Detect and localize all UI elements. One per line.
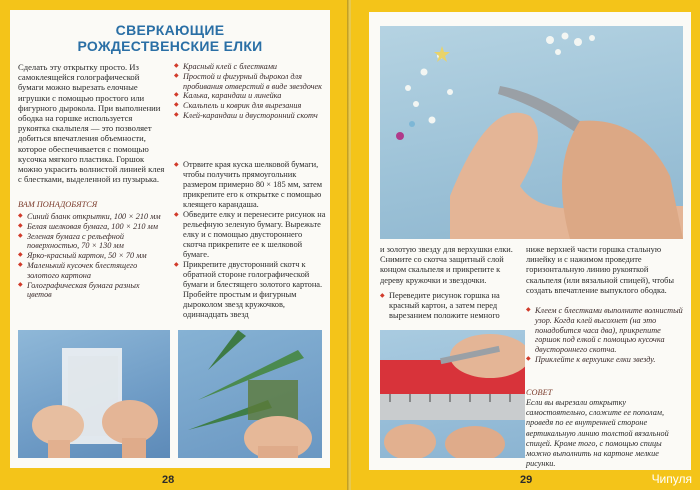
list-item: ◆ Клей-карандаш и двусторонний скотч [174,111,326,121]
title-line-1: СВЕРКАЮЩИЕ [115,22,225,38]
instruction-steps-right-2 [526,306,684,365]
list-item: ◆ Маленький кусочек блестящего золотого картона [18,261,166,281]
right-column-2-text: ниже верхней части горшка стальную линейку и с нажимом проведите горизонтальную линию рукояткой скальпеля (или вязальной спицей), чтобы создать впечатление выпуклого ободка. [526,245,675,295]
list-item: ◆ Ярко-красный картон, 50 × 70 мм [18,251,166,261]
photo-green-tree [178,330,322,458]
list-item: ◆ Белая шелковая бумага, 100 × 210 мм [18,222,166,232]
list-item: ◆ Голографическая бумага разных цветов [18,281,166,301]
step-item: ◆ Приклейте к верхушке елки звезду. [526,355,684,365]
left-page [0,0,349,490]
step-item: ◆ Обведите елку и перенесите рисунок на рельефную зеленую бумагу. Вырежьте елку и с помощью двустороннего скотча прикрепите ее к шелковой бумаге. [174,210,326,260]
photo-tissue-paper [18,330,170,458]
photo-ruler-red-card [380,330,525,458]
instruction-steps [174,160,326,320]
right-page [351,0,700,490]
title-line-2: РОЖДЕСТВЕНСКИЕ ЕЛКИ [77,38,263,54]
watermark: Чипуля [651,472,692,486]
materials-list [18,212,166,300]
advice-heading: СОВЕТ [526,388,553,397]
instruction-steps-right [380,291,516,321]
page-number: 28 [162,474,175,486]
step-item: ◆ Отрвите края куска шелковой бумаги, чтобы получить прямоугольник размером примерно 80 × 185 мм, затем прикрепите его к открытке с помощью клеящего карандаша. [174,160,326,210]
list-item: ◆ Калька, карандаш и линейка [174,91,326,101]
advice-text: Если вы вырезали открытку самостоятельно, сложите ее пополам, проведя по ее внутренней стороне вертикальную линию толстой вязальной спицей. Кроме того, с помощью спицы можно выполнить на картоне мелкие рисунки. [526,398,669,469]
step-item: ◆ Переведите рисунок горшка на красный картон, а затем перед вырезанием положите немного [380,291,516,321]
page-number: 29 [520,474,533,486]
step-item: ◆ Клеем с блестками выполните волнистый узор. Когда клей высохнет (на это понадобится часа два), прикрепите горшок под елкой с помощью кусочка двустороннего скотча. [526,306,684,355]
right-column-1-text: и золотую звезду для верхушки елки. Снимите со скотча защитный слой концом скальпеля и прикрепите к дереву кружочки и звездочки. [380,245,513,285]
photo-tissue-illustration [18,330,170,458]
list-item: ◆ Зеленая бумага с рельефной поверхностью, 70 × 130 мм [18,232,166,252]
list-item: ◆ Синий бланк открытки, 100 × 210 мм [18,212,166,222]
list-item: ◆ Скальпель и коврик для вырезания [174,101,326,111]
intro-text: Сделать эту открытку просто. Из самоклеящейся голографической бумаги можно вырезать елочные игрушки с помощью простого или фигурного дырокола. При выполнении ободка на горшке используется рукоятка скальпеля — это позволяет добиться впечатления объемности, которое обеспечивается с помощью кусочка мягкого пластика. Горшок можно украсить волнистой линией клея с блестками, выделенной из пузырька. [18,62,165,185]
photo-ruler-illustration [380,330,525,458]
photo-stars-illustration [380,26,683,239]
tools-list [174,62,326,121]
photo-tree-illustration [178,330,322,458]
list-item: ◆ Красный клей с блестками [174,62,326,72]
page-title [18,22,322,54]
materials-heading: ВАМ ПОНАДОБЯТСЯ [18,200,98,209]
step-item: ◆ Прикрепите двусторонний скотч к обратной стороне голографической бумаги и блестящего золотого картона. Пробейте простым и фигурным дыроколом звезд кружочков, одиннадцать звезд [174,260,326,320]
list-item: ◆ Простой и фигурный дырокол для пробивания отверстий в виде звездочек [174,72,326,92]
photo-tweezers-stars [380,26,683,239]
